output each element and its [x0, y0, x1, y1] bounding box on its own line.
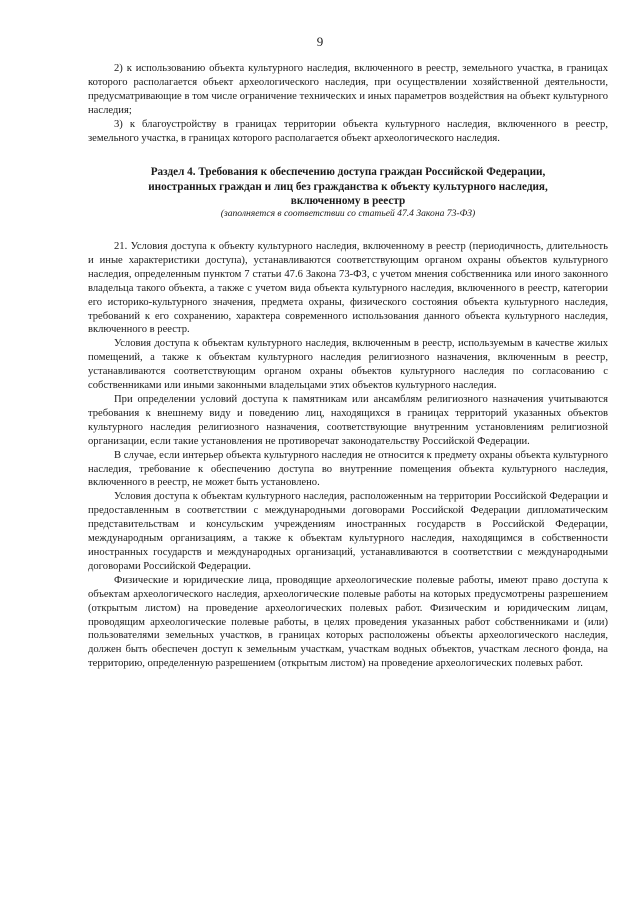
document-body: [88, 62, 608, 671]
intro-item-3: 3) к благоустройству в границах территории объекта культурного наследия, включенного в реестр, земельного участка, в границах которого располагается объект археологического наследия.: [88, 118, 608, 144]
paragraph-21: 21. Условия доступа к объекту культурного наследия, включенному в реестр (периодичность, длительность и иные характеристики доступа), устанавливаются соответствующим органом охраны объектов культурного наследия, определенным пунктом 7 статьи 47.6 Закона 73-ФЗ, с учетом мнения собственника или иного законного владельца такого объекта, а также с учетом вида объекта культурного наследия, включенного в реестр, категории его историко-культурного значения, предмета охраны, физического состояния объекта культурного наследия, требований к его сохранению, характера современного использования данного объекта культурного наследия, включенного в реестр.: [88, 241, 608, 336]
intro-item-2: 2) к использованию объекта культурного наследия, включенного в реестр, земельного участка, в границах которого располагается объект археологического наследия, при осуществлении хозяйственной деятельности, предусматривающие в том числе ограничение технических и иных параметров воздействия на объект культурного наследия;: [88, 63, 608, 116]
section-title-line: иностранных граждан и лиц без гражданства к объекту культурного наследия,: [148, 180, 548, 193]
page-number: 9: [316, 34, 324, 49]
section-title: [88, 165, 608, 208]
section-title-line: Раздел 4. Требования к обеспечению доступа граждан Российской Федерации,: [150, 166, 546, 179]
paragraph-foreign-states: Условия доступа к объектам культурного наследия, расположенным на территории Российской Федерации и предоставленным в соответствии с международными договорами Российской Федерации дипломатическим представительствам и консульским учреждениям иностранных государств в Российской Федерации, международным организациям, а также к объектам культурного наследия, находящимся в собственности иностранных государств и международных организаций, устанавливаются в соответствии с международными договорами Российской Федерации.: [88, 491, 608, 572]
section-note: (заполняется в соответствии со статьей 47.4 Закона 73-ФЗ): [220, 208, 476, 220]
paragraph-interior: В случае, если интерьер объекта культурного наследия не относится к предмету охраны объекта культурного наследия, требование к обеспечению доступа во внутренние помещения объекта культурного наследия, включенного в реестр, не может быть установлено.: [88, 449, 608, 489]
section-title-line: включенному в реестр: [290, 194, 406, 207]
paragraph-access-residential: Условия доступа к объектам культурного наследия, включенным в реестр, используемым в качестве жилых помещений, а также к объектам культурного наследия религиозного назначения, включенным в реестр, устанавливаются соответствующим органом охраны объектов культурного наследия по согласованию с собственниками или иными законными владельцами этих объектов культурного наследия.: [88, 338, 608, 392]
paragraph-archaeology: Физические и юридические лица, проводящие археологические полевые работы, имеют право доступа к объектам археологического наследия, археологические полевые работы на которых предусмотрены разрешением (открытым листом) на проведение археологических полевых работ. Физическим и юридическим лицам, проводящим археологические полевые работы, в целях проведения указанных работ собственниками и (или) пользователями земельных участков, в границах которых расположены объекты археологического наследия, должен быть обеспечен доступ к земельным участкам, участкам водных объектов, участкам лесного фонда, на территорию, определенную разрешением (открытым листом) на проведение археологических полевых работ.: [88, 574, 608, 670]
paragraph-religious-access: При определении условий доступа к памятникам или ансамблям религиозного назначения учитываются требования к внешнему виду и поведению лиц, находящихся в границах территорий указанных объектов культурного наследия религиозного назначения, соответствующие внутренним установлениям религиозной организации, если такие установления не противоречат законодательству Российской Федерации.: [88, 394, 608, 447]
